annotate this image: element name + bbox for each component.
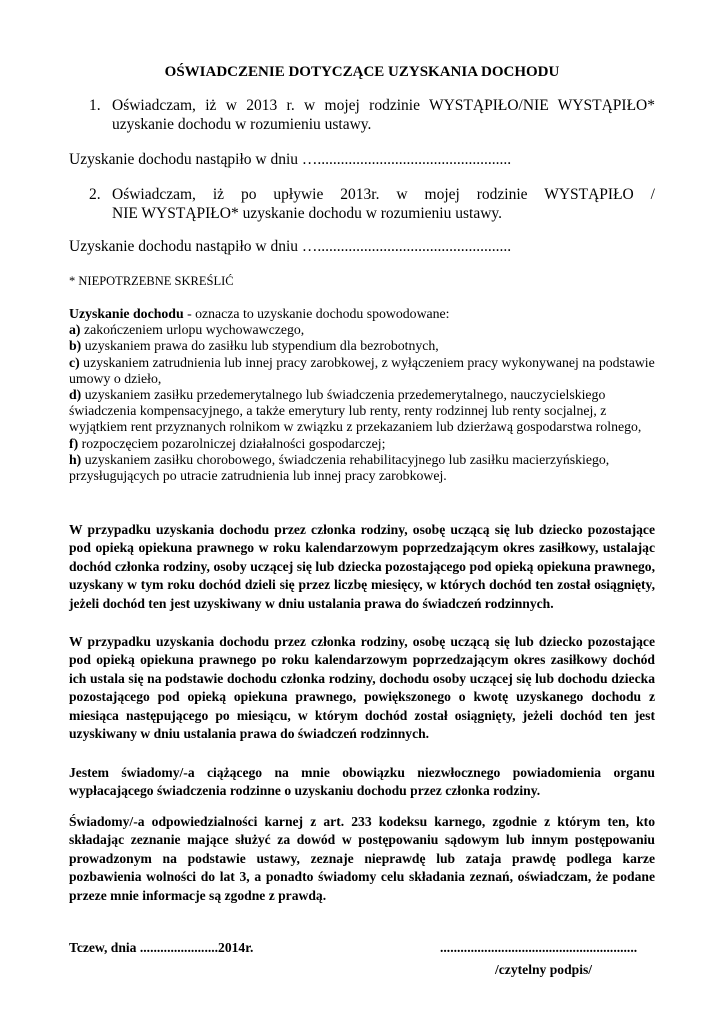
place-date-field: Tczew, dnia .......................2014r. (69, 940, 254, 955)
document-title: OŚWIADCZENIE DOTYCZĄCE UZYSKANIA DOCHODU (164, 64, 560, 80)
paragraph-income-previous-year: W przypadku uzyskania dochodu przez członka rodziny, osobę uczącą się lub dziecko pozostające pod opieką opiekuna prawnego w roku kalendarzowym poprzedzającym okres zasiłkowy, ustalając dochód członka rodziny, osoby uczącej się lub dziecka pozostającego pod opieką opiekuna prawnego, uzyskany w tym roku dochód dzieli się przez liczbę miesięcy, w których dochód ten został osiągnięty, jeżeli dochód ten jest uzyskiwany w dniu ustalania prawa do świadczeń rodzinnych. (69, 522, 655, 611)
definition-block (69, 306, 657, 484)
statement-2 (89, 185, 655, 223)
statement-1-number: 1. (89, 97, 101, 114)
definition-term: Uzyskanie dochodu (69, 306, 184, 321)
definition-item-f: f) rozpoczęciem pozarolniczej działalności gospodarczej; (69, 435, 386, 451)
statement-1 (89, 96, 655, 134)
definition-item-b: b) uzyskaniem prawa do zasiłku lub stypendium dla bezrobotnych, (69, 338, 439, 354)
income-date-line-1: Uzyskanie dochodu nastąpiło w dniu ….................................................. (69, 151, 512, 168)
signature-line: .......................................................... (440, 940, 638, 955)
statement-1-text-line1: Oświadczam, iż w 2013 r. w mojej rodzinie WYSTĄPIŁO/NIE WYSTĄPIŁO* (112, 97, 655, 114)
strike-out-note: * NIEPOTRZEBNE SKREŚLIĆ (69, 274, 234, 288)
statement-1-text-line2: uzyskanie dochodu w rozumieniu ustawy. (112, 116, 372, 133)
statement-2-text-line2: NIE WYSTĄPIŁO* uzyskanie dochodu w rozumieniu ustawy. (112, 205, 503, 222)
paragraph-income-after-year: W przypadku uzyskania dochodu przez członka rodziny, osobę uczącą się lub dziecko pozostające pod opieką opiekuna prawnego po roku kalendarzowym poprzedzającym okres zasiłkowy dochód ich ustala się na podstawie dochodu członka rodziny, dochodu osoby uczącej się lub dochodu dziecka pozostającego pod opieką opiekuna prawnego, powiększonego o kwotę uzyskanego dochodu z miesiąca następującego po miesiącu, w którym dochód został osiągnięty, jeżeli dochód ten jest uzyskiwany w dniu ustalania prawa do świadczeń rodzinnych. (69, 634, 655, 742)
income-date-line-2: Uzyskanie dochodu nastąpiło w dniu ….................................................. (69, 238, 512, 255)
paragraph-notification-duty: Jestem świadomy/-a ciążącego na mnie obowiązku niezwłocznego powiadomienia organu wypłacającego świadczenia rodzinne o uzyskaniu dochodu przez członka rodziny. (69, 765, 655, 799)
statement-2-text-line1: Oświadczam, iż po upływie 2013r. w mojej rodzinie WYSTĄPIŁO / (112, 186, 655, 203)
definition-item-h: h) uzyskaniem zasiłku chorobowego, świadczenia rehabilitacyjnego lub zasiłku macierzyńskiego, przysługujących po utracie zatrudnienia lub innej pracy zarobkowej. (69, 451, 610, 484)
definition-heading (69, 306, 657, 322)
definition-item-a: a) zakończeniem urlopu wychowawczego, (69, 322, 305, 338)
statement-2-number: 2. (89, 186, 101, 203)
paragraph-criminal-liability: Świadomy/-a odpowiedzialności karnej z art. 233 kodeksu karnego, zgodnie z którym ten, kto składając zeznanie mające służyć za dowód w postępowaniu sądowym lub innym postępowaniu prowadzonym na podstawie ustawy, zeznaje nieprawdę lub zataja prawdę podlega karze pozbawienia wolności do lat 3, a ponadto świadomy celu składania zeznań, oświadczam, że podane przeze mnie informacje są zgodne z prawdą. (69, 814, 655, 903)
definition-item-c: c) uzyskaniem zatrudnienia lub innej pracy zarobkowej, z wyłączeniem pracy wykonywanej na podstawie umowy o dzieło, (69, 354, 655, 386)
signature-caption: /czytelny podpis/ (495, 962, 593, 977)
definition-item-d: d) uzyskaniem zasiłku przedemerytalnego lub świadczenia przedemerytalnego, nauczycielskiego świadczenia kompensacyjnego, a także emerytury lub renty, renty rodzinnej lub renty socjalnej, z wyjątkiem rent przyznanych rolnikom w związku z przekazaniem lub dzierżawą gospodarstwa rolnego, (69, 387, 642, 435)
definition-intro: - oznacza to uzyskanie dochodu spowodowane: (183, 306, 450, 321)
